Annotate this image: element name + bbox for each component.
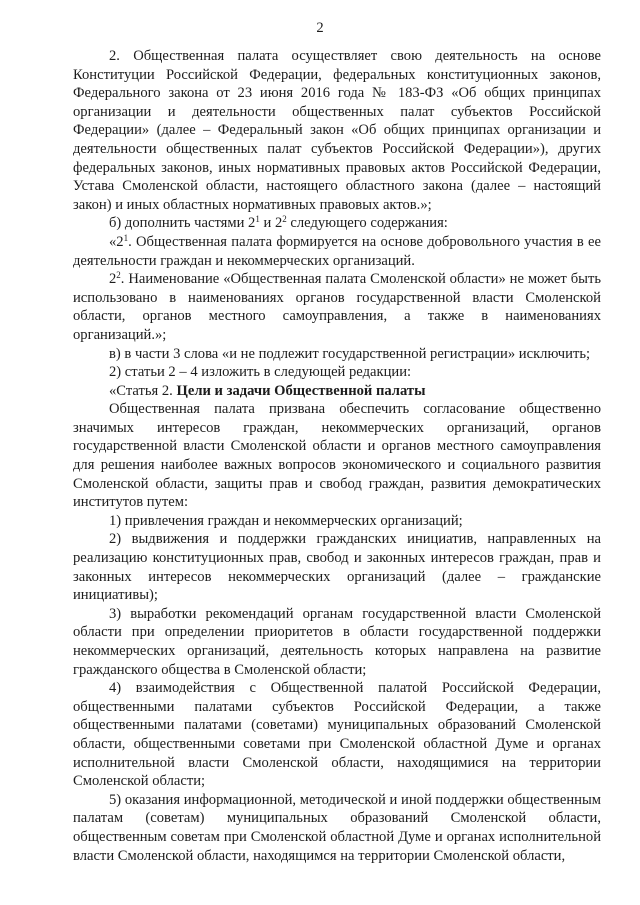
list-item-2: 2) выдвижения и поддержки гражданских инициатив, направленных на реализацию конституционных прав, свобод и законных интересов граждан, прав и законных интересов некоммерческих организаций (далее – гражданские инициативы); [73, 531, 601, 604]
paragraph-part-2-1: «$2^1$. Общественная палата формируется на основе добровольного участия в ее деятельности граждан и некоммерческих организаций. [73, 232, 601, 269]
paragraph-article-2-intro: Общественная палата призвана обеспечить согласование общественно значимых интересов граждан, некоммерческих организаций, органов государственной власти Смоленской области и органов местного самоуправления для решения наиболее важных вопросов экономического и социального развития Смоленской области, защиты прав и свобод граждан, развития демократических институтов путем: [73, 401, 601, 511]
list-item-5: 5) оказания информационной, методической и иной поддержки общественным палатам (советам) муниципальных образований Смоленской области, общественным советам при Смоленской областной Думе и органах исполнительной власти Смоленской области, находящимся на территории Смоленской области, [73, 791, 601, 864]
list-item-4: 4) взаимодействия с Общественной палатой Российской Федерации, общественными палатами субъектов Российской Федерации, а также общественными палатами (советами) муниципальных образований Смоленской области, общественными советами при Смоленской областной Думе и органах исполнительной власти Смоленской области, находящимися на территории Смоленской области; [73, 680, 601, 790]
paragraph-item-2: 2) статьи 2 – 4 изложить в следующей редакции: [109, 364, 412, 381]
list-item-3: 3) выработки рекомендаций органам государственной власти Смоленской области при определении приоритетов в области государственной поддержки некоммерческих организаций, деятельность которых направлена на развитие гражданского общества в Смоленской области; [73, 605, 601, 678]
paragraph-amend-b: б) дополнить частями $2^1$ и $2^2$ следующего содержания: [109, 214, 448, 232]
article-2-heading: «Статья 2. Цели и задачи Общественной палаты [109, 382, 426, 399]
article-2-title: Цели и задачи Общественной палаты [176, 382, 426, 399]
paragraph-part-2: 2. Общественная палата осуществляет свою деятельность на основе Конституции Российской Федерации, федеральных конституционных законов, Федерального закона от 23 июня 2016 года № 183-ФЗ «Об общих принципах организации и деятельности общественных палат субъектов Российской Федерации» (далее – Федеральный закон «Об общих принципах организации и деятельности общественных палат субъектов Российской Федерации»), других федеральных законов, иных нормативных правовых актов Российской Федерации, Устава Смоленской области, настоящего областного закона (далее – настоящий закон) и иных областных нормативных правовых актов.»; [73, 48, 601, 213]
page-number: 2 [316, 20, 324, 36]
document-body [73, 47, 601, 865]
list-item-1: 1) привлечения граждан и некоммерческих организаций; [109, 512, 463, 529]
paragraph-part-2-2: $2^2$. Наименование «Общественная палата Смоленской области» не может быть использовано в наименованиях органов государственной власти Смоленской области, органов местного самоуправления, а также в наименованиях организаций.»; [73, 270, 601, 343]
paragraph-amend-c: в) в части 3 слова «и не подлежит государственной регистрации» исключить; [109, 345, 591, 362]
